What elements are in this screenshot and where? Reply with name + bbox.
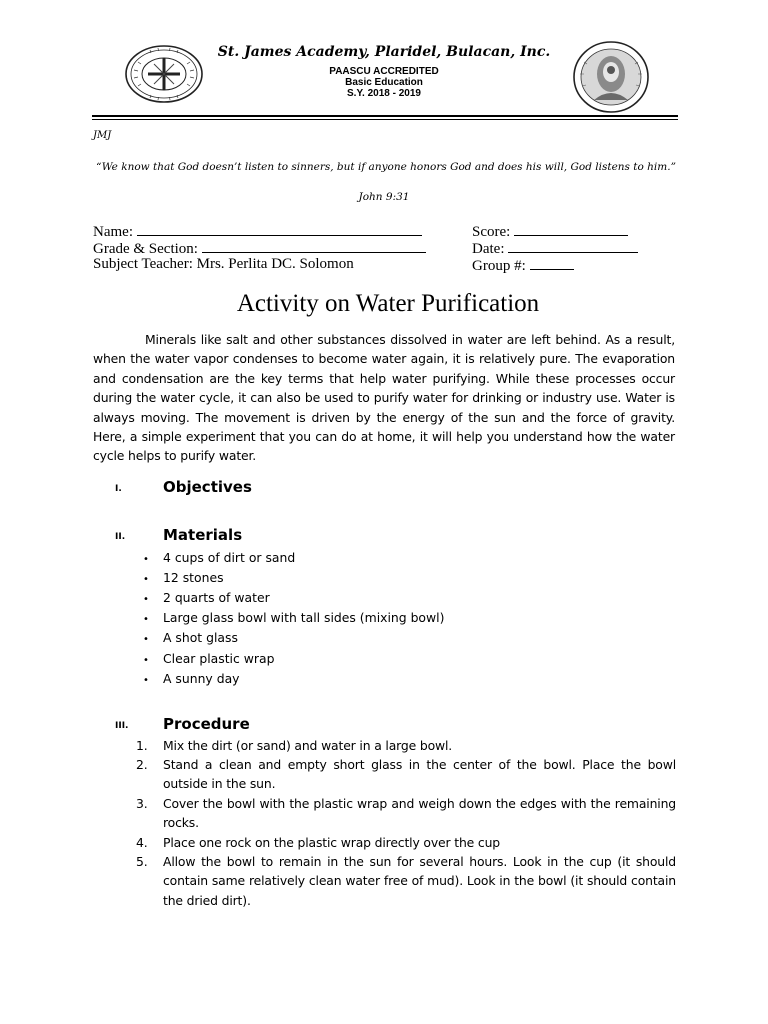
subject-teacher-field — [93, 256, 354, 273]
bible-verse-reference: John 9:31 — [358, 191, 410, 203]
bullet-icon: • — [143, 655, 149, 666]
name-blank[interactable] — [137, 222, 422, 236]
procedure-step: 3. Cover the bowl with the plastic wrap and weigh down the edges with the remaining rocks. — [136, 796, 676, 831]
score-label: Score: — [472, 224, 511, 240]
procedure-step: 1. Mix the dirt (or sand) and water in a large bowl. — [136, 738, 453, 753]
score-blank[interactable] — [514, 222, 628, 236]
bullet-icon: • — [143, 554, 149, 565]
group-field — [472, 256, 574, 275]
materials-number: II. — [115, 532, 126, 542]
objectives-heading: Objectives — [163, 478, 252, 496]
bullet-icon: • — [143, 634, 149, 645]
procedure-heading: Procedure — [163, 715, 250, 733]
activity-title: Activity on Water Purification — [236, 290, 540, 317]
grade-section-label: Grade & Section: — [93, 241, 198, 257]
procedure-number: III. — [115, 721, 129, 731]
header-rule-thick — [92, 115, 678, 117]
list-item: • A shot glass — [143, 630, 238, 648]
group-blank[interactable] — [530, 256, 574, 270]
list-item: • Large glass bowl with tall sides (mixing bowl) — [143, 610, 444, 628]
subject-teacher-text: Subject Teacher: Mrs. Perlita DC. Solomon — [93, 256, 354, 272]
list-item: • A sunny day — [143, 671, 240, 689]
department-line: Basic Education — [345, 77, 423, 88]
bullet-icon: • — [143, 574, 149, 585]
bullet-icon: • — [143, 675, 149, 686]
procedure-step: 4. Place one rock on the plastic wrap directly over the cup — [136, 835, 500, 850]
name-label: Name: — [93, 224, 133, 240]
school-name: St. James Academy, Plaridel, Bulacan, Inc. — [217, 44, 551, 60]
list-item: • 4 cups of dirt or sand — [143, 550, 295, 568]
procedure-step: 5. Allow the bowl to remain in the sun for several hours. Look in the cup (it should contain same relatively clean water free of mud). Look in the bowl (it should contain the dried dirt). — [136, 854, 676, 908]
bullet-icon: • — [143, 594, 149, 605]
objectives-number: I. — [115, 484, 122, 494]
procedure-step: 2. Stand a clean and empty short glass in the center of the bowl. Place the bowl outside in the sun. — [136, 757, 676, 792]
list-item: • Clear plastic wrap — [143, 651, 274, 669]
materials-heading: Materials — [163, 526, 243, 544]
group-label: Group #: — [472, 258, 526, 274]
accreditation-line: PAASCU ACCREDITED — [329, 66, 439, 77]
bible-quote: “We know that God doesn’t listen to sinners, but if anyone honors God and does his will, God listens to him.” — [96, 161, 676, 173]
bullet-icon: • — [143, 614, 149, 625]
date-blank[interactable] — [508, 239, 638, 253]
list-item: • 12 stones — [143, 570, 224, 588]
date-label: Date: — [472, 241, 505, 257]
intro-paragraph: Minerals like salt and other substances dissolved in water are left behind. As a result, when the water vapor condenses to become water again, it is relatively pure. The evaporation and condensation are the key terms that help water purifying. While these processes occur during the water cycle, it can also be used to purify water for drinking or industry use. Water is always moving. The movement is driven by the energy of the sun and the force of gravity. Here, a simple experiment that you can do at home, it will help you understand how the water cycle helps to purify water. — [93, 332, 675, 464]
school-year-line: S.Y. 2018 - 2019 — [347, 88, 421, 99]
jmj-mark: JMJ — [93, 130, 112, 141]
list-item: • 2 quarts of water — [143, 590, 270, 608]
header-rule-thin — [92, 119, 678, 120]
grade-section-blank[interactable] — [202, 239, 426, 253]
